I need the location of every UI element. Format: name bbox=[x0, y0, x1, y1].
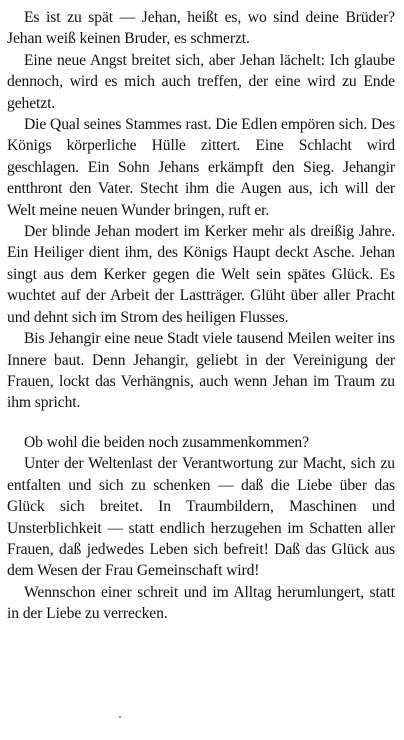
paragraph: Eine neue Angst breitet sich, aber Jehan lächelt: Ich glaube dennoch, wird es mich auch treffen, der eine wird zu Ende gehetzt. bbox=[7, 51, 395, 112]
page-speck bbox=[119, 716, 121, 718]
text-section-2 bbox=[7, 432, 395, 625]
paragraph: Die Qual seines Stammes rast. Die Edlen empören sich. Des Königs körperliche Hülle zittert. Eine Schlacht wird geschlagen. Ein Sohn Jehans erkämpft den Sieg. Jehangir entthront den Vater. Stecht ihm die Augen aus, ich will der Welt meine neuen Wunder bringen, ruft er. bbox=[7, 116, 395, 219]
paragraph: Bis Jehangir eine neue Stadt viele tausend Meilen weiter ins Innere baut. Denn Jehangir, geliebt in der Vereinigung der Frauen, lockt das Verhängnis, auch wenn Jehan im Traum zu ihm spricht. bbox=[7, 330, 395, 412]
paragraph: Unter der Weltenlast der Verantwortung zur Macht, sich zu entfalten und sich zu schenken — daß die Liebe über das Glück sich breitet. In Traumbildern, Maschinen und Unsterblichkeit — statt endlich herzugehen im Schatten aller Frauen, daß jedwedes Leben sich befreit! Daß das Glück aus dem Wesen der Frau Gemeinschaft wird! bbox=[7, 455, 395, 580]
paragraph: Ob wohl die beiden noch zusammenkommen? bbox=[24, 434, 309, 451]
paragraph: Es ist zu spät — Jehan, heißt es, wo sind deine Brüder? Jehan weiß keinen Bruder, es schmerzt. bbox=[7, 9, 395, 48]
paragraph: Der blinde Jehan modert im Kerker mehr als dreißig Jahre. Ein Heiliger dient ihm, des Königs Haupt deckt Asche. Jehan singt aus dem Kerker gegen die Welt sein spätes Glück. Es wuchtet auf der Arbeit der Lastträger. Glüht über aller Pracht und dehnt sich im Strom des heiligen Flusses. bbox=[7, 223, 395, 326]
text-section-1 bbox=[7, 7, 395, 414]
paragraph: Wennschon einer schreit und im Alltag herumlungert, statt in der Liebe zu verrecken. bbox=[7, 583, 395, 623]
